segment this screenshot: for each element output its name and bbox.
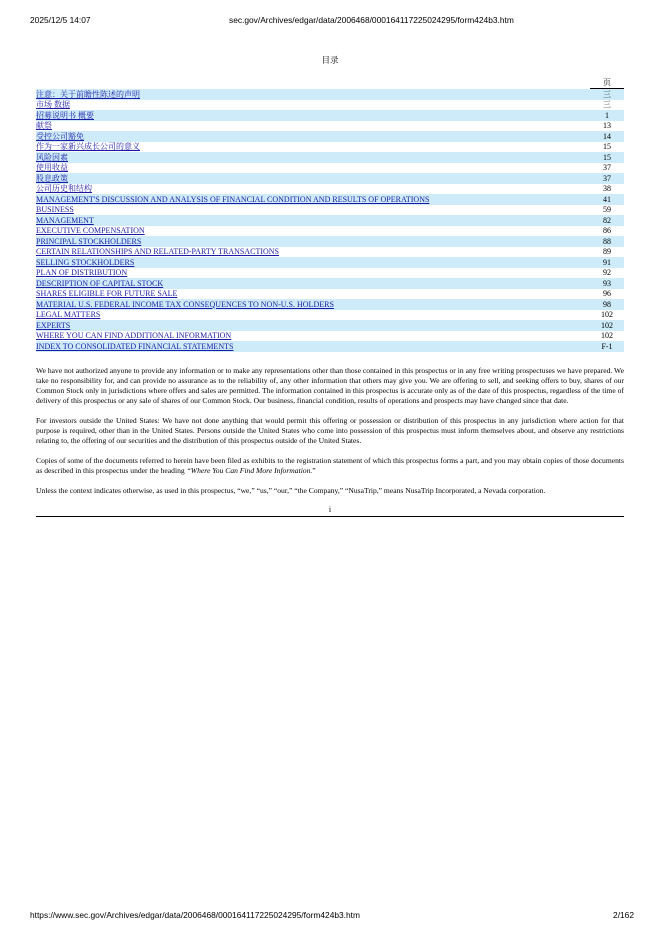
- toc-page-number: F-1: [590, 341, 624, 352]
- toc-entry-cell: [36, 173, 590, 184]
- toc-row: [36, 341, 624, 352]
- toc-entry-cell: [36, 184, 590, 195]
- toc-entry-cell: [36, 205, 590, 216]
- toc-entry-link[interactable]: SHARES ELIGIBLE FOR FUTURE SALE: [36, 289, 178, 298]
- authorization-paragraph: We have not authorized anyone to provide any information or to make any representations other than those contained in this prospectus or in any free writing prospectuses we have prepared. We take no responsibility for, and can provide no assurance as to the reliability of, any other information that others may give you. We are offering to sell, and seeking offers to buy, shares of our Common Stock only in jurisdictions where offers and sales are permitted. The information contained in this prospectus is accurate only as of the date of this prospectus, regardless of the time of delivery of this prospectus or any sale of shares of our Common Stock. Our business, financial condition, results of operations and prospects may have changed since that date.: [36, 365, 624, 405]
- toc-page-number: 102: [601, 310, 613, 319]
- toc-entry-cell: [36, 310, 590, 321]
- toc-entry-link[interactable]: MATERIAL U.S. FEDERAL INCOME TAX CONSEQUENCES TO NON-U.S. HOLDERS: [36, 299, 334, 309]
- foreign-investors-paragraph: For investors outside the United States: We have not done anything that would permit this offering or possession or distribution of this prospectus in any jurisdiction where action for that purpose is required, other than in the United States. Persons outside the United States who come into possession of this prospectus must inform themselves about, and observe any restrictions relating to, the offering of our securities and the distribution of this prospectus outside of the United States.: [36, 415, 624, 445]
- toc-entry-cell: [36, 142, 590, 153]
- toc-page-number: 1: [590, 110, 624, 121]
- toc-entry-link[interactable]: INDEX TO CONSOLIDATED FINANCIAL STATEMENTS: [36, 341, 234, 351]
- toc-page-number: 86: [603, 226, 611, 235]
- toc-row: [36, 257, 624, 268]
- toc-page-column-header: [36, 78, 624, 88]
- toc-page-number: 37: [603, 163, 611, 172]
- toc-entry-link[interactable]: 风险因素: [36, 152, 68, 162]
- toc-entry-link[interactable]: EXECUTIVE COMPENSATION: [36, 226, 145, 235]
- toc-page-number: 102: [590, 320, 624, 331]
- toc-row: [36, 331, 624, 342]
- toc-entry-cell: [36, 278, 590, 289]
- toc-entry-cell: [36, 341, 590, 352]
- toc-row: [36, 173, 624, 184]
- toc-entry-cell: [36, 247, 590, 258]
- print-url: sec.gov/Archives/edgar/data/2006468/000164117225024295/form424b3.htm: [229, 15, 514, 25]
- toc-entry-link[interactable]: 公司历史和结构: [36, 184, 92, 193]
- toc-entry-link[interactable]: WHERE YOU CAN FIND ADDITIONAL INFORMATION: [36, 331, 232, 340]
- toc-page-number: 三: [603, 100, 611, 109]
- definitions-paragraph: Unless the context indicates otherwise, as used in this prospectus, “we,” “us,” “our,” “the Company,” “NusaTrip,” means NusaTrip Incorporated, a Nevada corporation.: [36, 485, 546, 495]
- toc-entry-link[interactable]: 作为一家新兴成长公司的意义: [36, 142, 140, 151]
- toc-entry-cell: [36, 110, 590, 121]
- toc-entry-cell: [36, 89, 590, 100]
- documents-text: Copies of some of the documents referred to herein have been filed as exhibits to the registration statement of which this prospectus forms a part, and you may obtain copies of those documents as described in this prospectus under the heading: [36, 455, 624, 475]
- toc-row: [36, 152, 624, 163]
- toc-entry-cell: [36, 268, 590, 279]
- toc-entry-cell: [36, 289, 590, 300]
- toc-row: [36, 226, 624, 237]
- toc-entry-link[interactable]: SELLING STOCKHOLDERS: [36, 257, 135, 267]
- toc-entry-link[interactable]: BUSINESS: [36, 205, 74, 214]
- toc-entry-link[interactable]: 注意：关于前瞻性陈述的声明: [36, 89, 140, 99]
- toc-entry-link[interactable]: MANAGEMENT'S DISCUSSION AND ANALYSIS OF FINANCIAL CONDITION AND RESULTS OF OPERATIONS: [36, 194, 430, 204]
- toc-entry-link[interactable]: CERTAIN RELATIONSHIPS AND RELATED-PARTY TRANSACTIONS: [36, 247, 280, 256]
- toc-entry-cell: [36, 163, 590, 174]
- toc-page-number: 96: [603, 289, 611, 298]
- page-bottom-rule: [36, 516, 624, 517]
- document-page: [36, 54, 624, 517]
- toc-page-number: 38: [603, 184, 611, 193]
- page-number: i: [328, 504, 332, 514]
- toc-row: [36, 320, 624, 331]
- toc-row: [36, 110, 624, 121]
- toc-entry-link[interactable]: 使用收益: [36, 163, 68, 172]
- toc-row: [36, 289, 624, 300]
- documents-close-quote: ”: [312, 465, 316, 475]
- footer-url: https://www.sec.gov/Archives/edgar/data/2006468/000164117225024295/form424b3.htm: [30, 910, 360, 920]
- toc-row: [36, 131, 624, 142]
- toc-entry-cell: [36, 131, 590, 142]
- toc-entry-cell: [36, 226, 590, 237]
- footer-page-count: 2/162: [613, 910, 634, 920]
- toc-row: [36, 100, 624, 111]
- print-date: 2025/12/5 14:07: [30, 15, 91, 25]
- toc-entry-cell: [36, 152, 590, 163]
- toc-entry-link[interactable]: DESCRIPTION OF CAPITAL STOCK: [36, 278, 164, 288]
- toc-row: [36, 236, 624, 247]
- toc-entry-link[interactable]: EXPERTS: [36, 320, 71, 330]
- toc-page-number: 三: [590, 89, 624, 100]
- toc-row: [36, 163, 624, 174]
- toc-entry-link[interactable]: 受控公司豁免: [36, 131, 84, 141]
- toc-row: [36, 310, 624, 321]
- prospectus-notices: [36, 366, 624, 496]
- toc-entry-link[interactable]: MANAGEMENT: [36, 215, 94, 225]
- toc-page-number: 59: [603, 205, 611, 214]
- toc-entry-cell: [36, 100, 590, 111]
- toc-row: [36, 121, 624, 132]
- toc-row: [36, 278, 624, 289]
- toc-entry-link[interactable]: 献祭: [36, 121, 52, 130]
- toc-row: [36, 268, 624, 279]
- print-footer: [30, 910, 634, 924]
- toc-page-number: 82: [590, 215, 624, 226]
- toc-entry-cell: [36, 320, 590, 331]
- toc-entry-cell: [36, 331, 590, 342]
- toc-row: [36, 299, 624, 310]
- toc-row: [36, 205, 624, 216]
- toc-page-number: 88: [590, 236, 624, 247]
- toc-entry-link[interactable]: 市场 数据: [36, 100, 70, 109]
- toc-page-number: 14: [590, 131, 624, 142]
- toc-entry-cell: [36, 236, 590, 247]
- toc-row: [36, 142, 624, 153]
- documents-heading-link: “Where You Can Find More Information.: [186, 465, 313, 475]
- toc-page-number: 15: [590, 152, 624, 163]
- toc-page-number: 37: [590, 173, 624, 184]
- page-column-label: 页: [590, 78, 624, 89]
- toc-row: [36, 184, 624, 195]
- table-of-contents: [36, 89, 624, 352]
- toc-row: [36, 215, 624, 226]
- toc-page-number: 93: [590, 278, 624, 289]
- toc-entry-link[interactable]: 股息政策: [36, 173, 68, 183]
- toc-row: [36, 194, 624, 205]
- toc-entry-cell: [36, 299, 590, 310]
- toc-page-number: 92: [603, 268, 611, 277]
- toc-entry-link[interactable]: PRINCIPAL STOCKHOLDERS: [36, 236, 142, 246]
- toc-page-number: 13: [603, 121, 611, 130]
- toc-page-number: 15: [603, 142, 611, 151]
- toc-page-number: 91: [590, 257, 624, 268]
- toc-entry-cell: [36, 257, 590, 268]
- toc-entry-cell: [36, 215, 590, 226]
- toc-page-number: 89: [603, 247, 611, 256]
- toc-entry-link[interactable]: PLAN OF DISTRIBUTION: [36, 268, 128, 277]
- print-header: [30, 15, 634, 29]
- toc-row: [36, 247, 624, 258]
- toc-entry-cell: [36, 121, 590, 132]
- documents-paragraph: [36, 456, 624, 476]
- toc-entry-link[interactable]: LEGAL MATTERS: [36, 310, 101, 319]
- toc-title: 目录: [321, 55, 339, 65]
- toc-entry-link[interactable]: 招募说明书 概要: [36, 110, 94, 120]
- toc-page-number: 102: [601, 331, 613, 340]
- toc-page-number: 41: [590, 194, 624, 205]
- toc-page-number: 98: [590, 299, 624, 310]
- toc-row: [36, 89, 624, 100]
- toc-entry-cell: [36, 194, 590, 205]
